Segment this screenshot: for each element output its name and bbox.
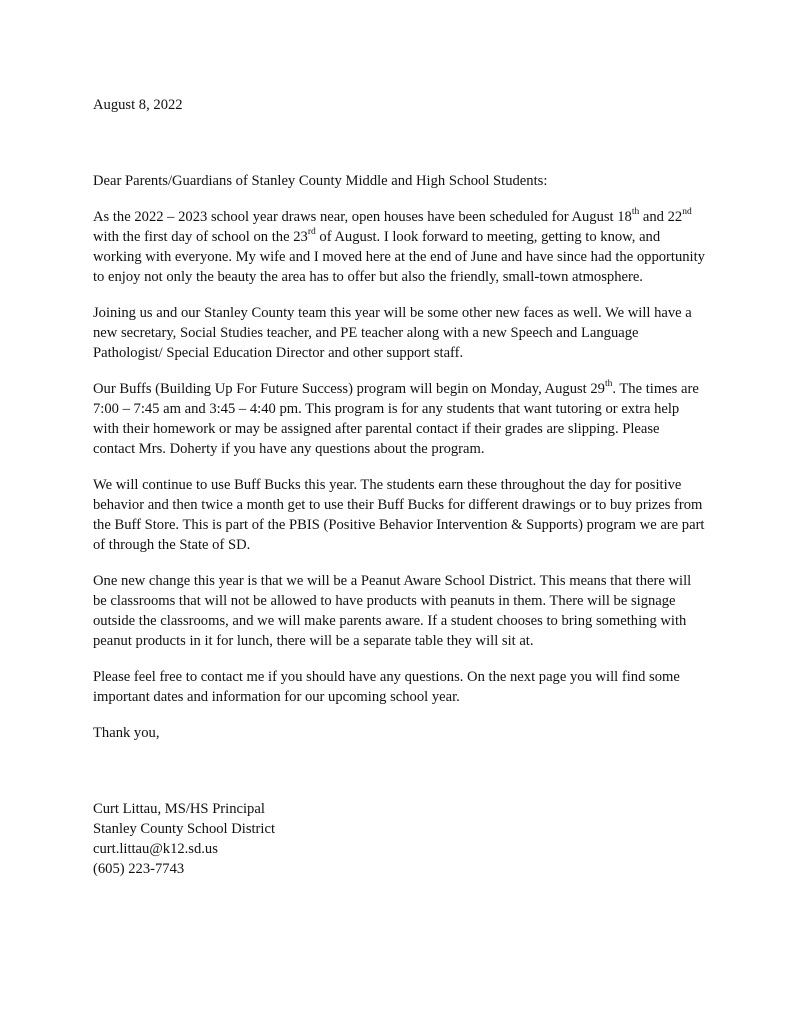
paragraph-buff-bucks: We will continue to use Buff Bucks this year. The students earn these throughout the day for positive behavior and then twice a month get to use their Buff Bucks for different drawings or to buy prizes from the Buff Store. This is part of the PBIS (Positive Behavior Intervention & Supports) program we are part of through the State of SD.: [93, 477, 705, 553]
signer-phone: (605) 223-7743: [93, 861, 185, 877]
letter-date: August 8, 2022: [93, 97, 183, 113]
signer-email: curt.littau@k12.sd.us: [93, 841, 218, 857]
signer-district: Stanley County School District: [93, 821, 276, 837]
paragraph-peanut-aware: One new change this year is that we will be a Peanut Aware School District. This means that there will be classrooms that will not be allowed to have products with peanuts in them. There will be signage outside the classrooms, and we will make parents aware. If a student chooses to bring something with peanut products in it for lunch, there will be a separate table they will sit at.: [93, 573, 692, 649]
ordinal-suffix: rd: [307, 227, 316, 238]
signer-name: Curt Littau, MS/HS Principal: [93, 801, 265, 817]
text-segment: Our Buffs (Building Up For Future Success) program will begin on Monday, August 29: [93, 381, 605, 397]
text-segment: As the 2022 – 2023 school year draws near, open houses have been scheduled for August 18: [93, 209, 632, 225]
salutation: Dear Parents/Guardians of Stanley County Middle and High School Students:: [93, 173, 548, 189]
signature-block: [93, 799, 705, 879]
closing: Thank you,: [93, 725, 160, 741]
text-segment: and 22: [639, 209, 683, 225]
letter-page: [93, 95, 705, 879]
ordinal-suffix: th: [604, 379, 613, 390]
ordinal-suffix: nd: [682, 207, 692, 218]
paragraph-buffs-program: [93, 379, 705, 459]
text-segment: of August. I look forward to meeting, getting to know, and working with everyone. My wife and I moved here at the end of June and have since had the opportunity to enjoy not only the beauty the area has to offer but also the friendly, small-town atmosphere.: [93, 229, 705, 285]
paragraph-new-staff: Joining us and our Stanley County team this year will be some other new faces as well. We will have a new secretary, Social Studies teacher, and PE teacher along with a new Speech and Language Pathologist/ Special Education Director and other support staff.: [93, 305, 692, 361]
text-segment: . The times are 7:00 – 7:45 am and 3:45 – 4:40 pm. This program is for any students that want tutoring or extra help with their homework or may be assigned after parental contact if their grades are slipping. Please contact Mrs. Doherty if you have any questions about the program.: [93, 381, 699, 457]
text-segment: with the first day of school on the 23: [93, 229, 308, 245]
ordinal-suffix: th: [631, 207, 640, 218]
paragraph-open-houses: [93, 207, 705, 287]
paragraph-contact: Please feel free to contact me if you should have any questions. On the next page you will find some important dates and information for our upcoming school year.: [93, 669, 680, 705]
